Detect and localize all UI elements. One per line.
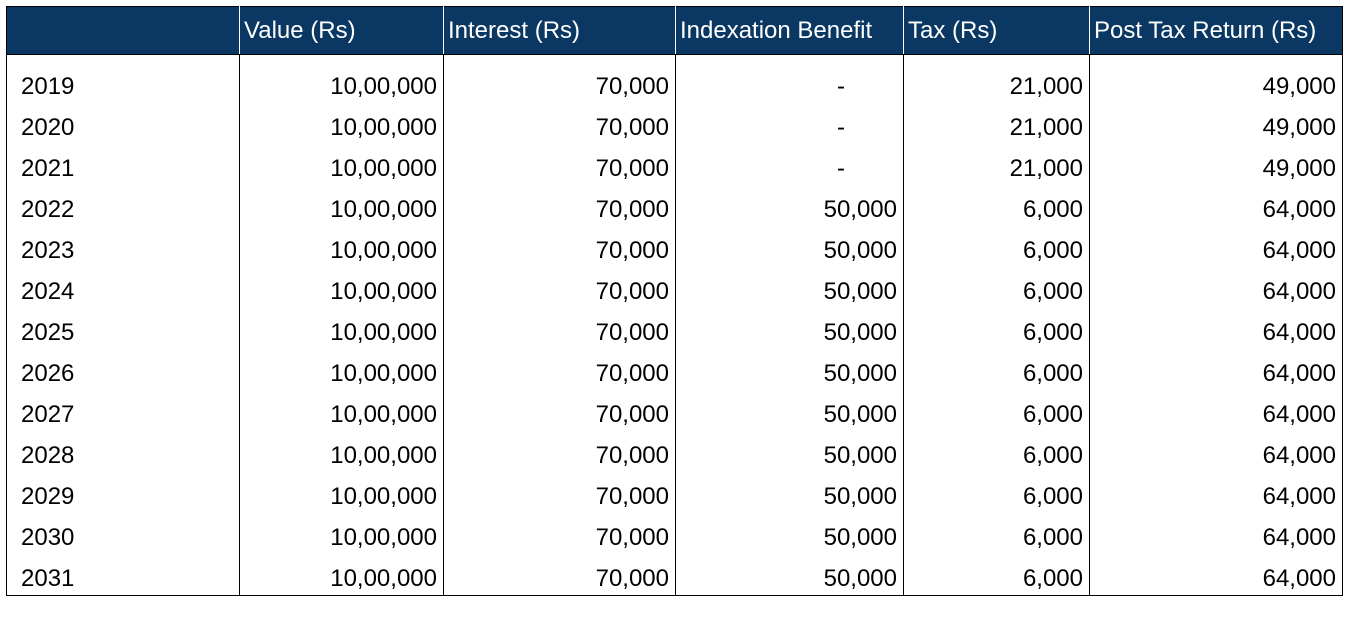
cell-indexation: 50,000 — [676, 226, 904, 267]
cell-tax: 21,000 — [904, 55, 1090, 104]
table-body — [7, 55, 1343, 596]
cell-interest: 70,000 — [444, 349, 676, 390]
cell-tax: 6,000 — [904, 226, 1090, 267]
cell-value: 10,00,000 — [240, 308, 444, 349]
cell-indexation: 50,000 — [676, 185, 904, 226]
cell-interest: 70,000 — [444, 513, 676, 554]
cell-tax: 6,000 — [904, 431, 1090, 472]
cell-value: 10,00,000 — [240, 554, 444, 596]
cell-year: 2027 — [7, 390, 240, 431]
cell-tax: 6,000 — [904, 308, 1090, 349]
table-row — [7, 349, 1343, 390]
cell-post-tax-return: 64,000 — [1090, 267, 1343, 308]
cell-indexation: 50,000 — [676, 431, 904, 472]
cell-indexation: 50,000 — [676, 308, 904, 349]
header-cell-indexation: Indexation Benefit — [676, 7, 904, 55]
cell-indexation: 50,000 — [676, 513, 904, 554]
cell-interest: 70,000 — [444, 55, 676, 104]
cell-year: 2030 — [7, 513, 240, 554]
table-row — [7, 144, 1343, 185]
cell-value: 10,00,000 — [240, 267, 444, 308]
cell-value: 10,00,000 — [240, 513, 444, 554]
cell-year: 2028 — [7, 431, 240, 472]
cell-post-tax-return: 49,000 — [1090, 144, 1343, 185]
cell-indexation: 50,000 — [676, 472, 904, 513]
table-row — [7, 390, 1343, 431]
cell-interest: 70,000 — [444, 185, 676, 226]
cell-year: 2025 — [7, 308, 240, 349]
cell-post-tax-return: 49,000 — [1090, 55, 1343, 104]
cell-post-tax-return: 64,000 — [1090, 308, 1343, 349]
cell-post-tax-return: 64,000 — [1090, 472, 1343, 513]
cell-post-tax-return: 64,000 — [1090, 349, 1343, 390]
cell-value: 10,00,000 — [240, 144, 444, 185]
cell-post-tax-return: 64,000 — [1090, 185, 1343, 226]
table-row — [7, 55, 1343, 104]
table-row — [7, 226, 1343, 267]
cell-tax: 6,000 — [904, 554, 1090, 596]
cell-value: 10,00,000 — [240, 226, 444, 267]
table-row — [7, 103, 1343, 144]
table-row — [7, 185, 1343, 226]
cell-tax: 21,000 — [904, 103, 1090, 144]
header-cell-post-tax-return: Post Tax Return (Rs) — [1090, 7, 1343, 55]
cell-interest: 70,000 — [444, 103, 676, 144]
cell-value: 10,00,000 — [240, 472, 444, 513]
tax-return-table — [6, 6, 1343, 596]
cell-year: 2019 — [7, 55, 240, 104]
cell-interest: 70,000 — [444, 226, 676, 267]
cell-interest: 70,000 — [444, 144, 676, 185]
table-row — [7, 308, 1343, 349]
cell-year: 2021 — [7, 144, 240, 185]
cell-tax: 6,000 — [904, 185, 1090, 226]
cell-post-tax-return: 64,000 — [1090, 554, 1343, 596]
header-cell-value: Value (Rs) — [240, 7, 444, 55]
cell-value: 10,00,000 — [240, 185, 444, 226]
cell-year: 2022 — [7, 185, 240, 226]
cell-post-tax-return: 64,000 — [1090, 226, 1343, 267]
cell-year: 2029 — [7, 472, 240, 513]
cell-year: 2024 — [7, 267, 240, 308]
cell-interest: 70,000 — [444, 431, 676, 472]
cell-interest: 70,000 — [444, 267, 676, 308]
table-row — [7, 472, 1343, 513]
table-header — [7, 7, 1343, 55]
cell-tax: 6,000 — [904, 390, 1090, 431]
cell-tax: 6,000 — [904, 349, 1090, 390]
header-row — [7, 7, 1343, 55]
header-cell-year — [7, 7, 240, 55]
cell-interest: 70,000 — [444, 390, 676, 431]
cell-value: 10,00,000 — [240, 55, 444, 104]
cell-interest: 70,000 — [444, 472, 676, 513]
cell-tax: 6,000 — [904, 513, 1090, 554]
table-row — [7, 267, 1343, 308]
cell-post-tax-return: 49,000 — [1090, 103, 1343, 144]
cell-value: 10,00,000 — [240, 349, 444, 390]
cell-year: 2026 — [7, 349, 240, 390]
table-row — [7, 513, 1343, 554]
cell-tax: 21,000 — [904, 144, 1090, 185]
cell-indexation: 50,000 — [676, 554, 904, 596]
cell-indexation: - — [676, 144, 904, 185]
cell-tax: 6,000 — [904, 267, 1090, 308]
cell-post-tax-return: 64,000 — [1090, 390, 1343, 431]
cell-value: 10,00,000 — [240, 431, 444, 472]
cell-year: 2023 — [7, 226, 240, 267]
table-row — [7, 554, 1343, 596]
cell-indexation: - — [676, 55, 904, 104]
cell-post-tax-return: 64,000 — [1090, 513, 1343, 554]
cell-indexation: 50,000 — [676, 390, 904, 431]
cell-tax: 6,000 — [904, 472, 1090, 513]
cell-indexation: 50,000 — [676, 267, 904, 308]
cell-year: 2020 — [7, 103, 240, 144]
cell-post-tax-return: 64,000 — [1090, 431, 1343, 472]
cell-interest: 70,000 — [444, 554, 676, 596]
cell-interest: 70,000 — [444, 308, 676, 349]
header-cell-tax: Tax (Rs) — [904, 7, 1090, 55]
cell-value: 10,00,000 — [240, 103, 444, 144]
table-row — [7, 431, 1343, 472]
cell-indexation: 50,000 — [676, 349, 904, 390]
cell-year: 2031 — [7, 554, 240, 596]
header-cell-interest: Interest (Rs) — [444, 7, 676, 55]
cell-indexation: - — [676, 103, 904, 144]
cell-value: 10,00,000 — [240, 390, 444, 431]
